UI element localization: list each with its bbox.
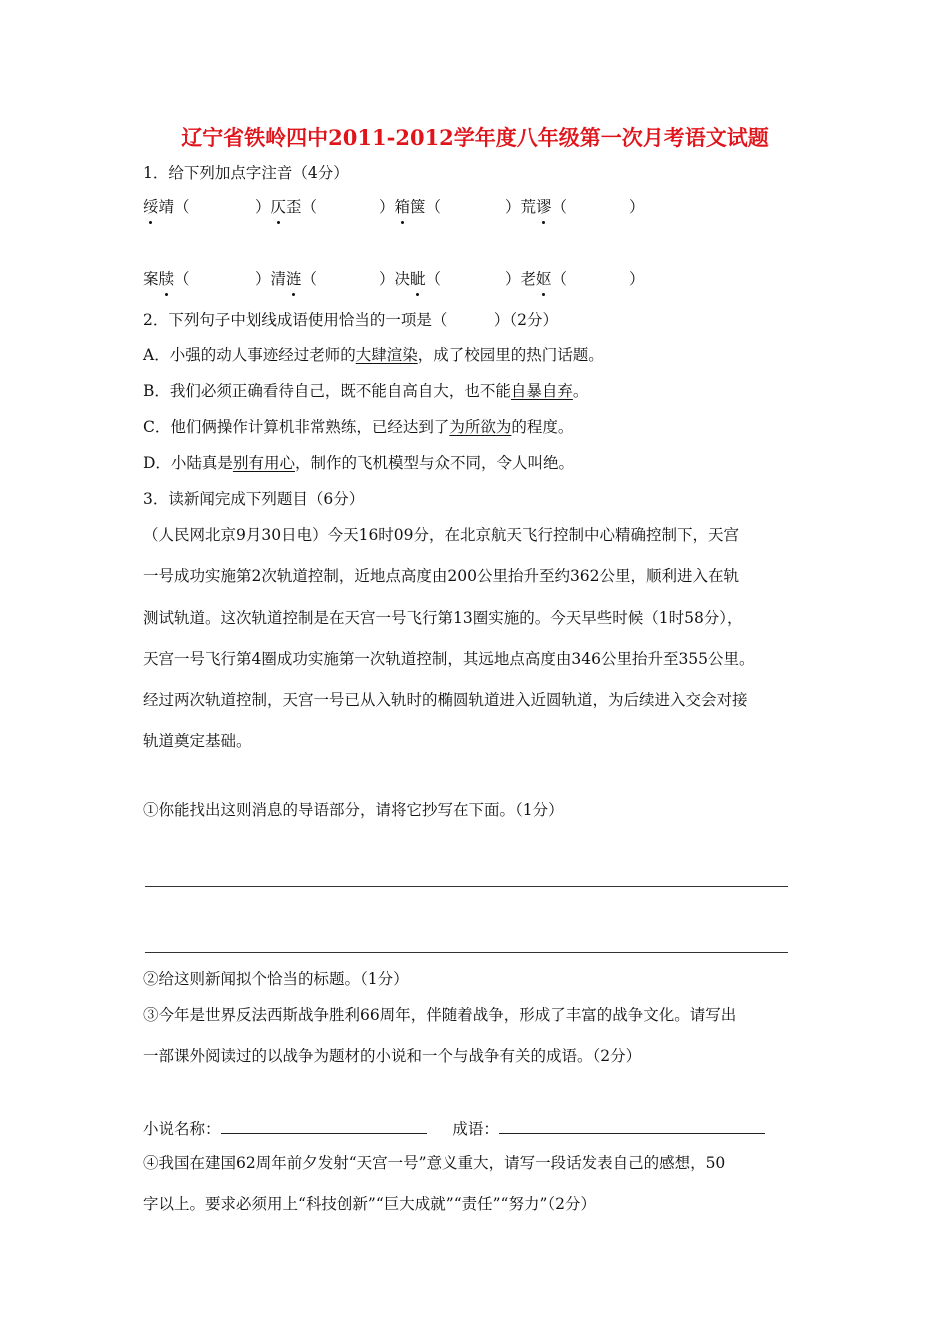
answer-fields — [143, 1117, 765, 1139]
q3-sub4-line: 字以上。要求必须用上“科技创新”“巨大成就”“责任”“努力”（2分） — [143, 1195, 597, 1213]
q2-option-c: C．他们俩操作计算机非常熟练，已经达到了为所欲为的程度。 — [143, 418, 574, 436]
pinyin-item: ）箱箧（ — [379, 198, 442, 216]
q3-sub2: ②给这则新闻拟个恰当的标题。（1分） — [143, 970, 409, 988]
underlined-idiom: 为所欲为 — [449, 418, 512, 436]
pinyin-item: ）荒谬（ — [505, 198, 568, 216]
answer-line[interactable] — [145, 952, 788, 953]
q3-sub4-line: ④我国在建国62周年前夕发射“天宫一号”意义重大，请写一段话发表自己的感想，50 — [143, 1154, 726, 1172]
pinyin-item-end: ） — [629, 270, 645, 288]
news-line: 测试轨道。这次轨道控制是在天宫一号飞行第13圈实施的。今天早些时候（1时58分）， — [143, 609, 743, 627]
pinyin-item: ）清涟（ — [255, 270, 318, 288]
news-line: 经过两次轨道控制，天宫一号已从入轨时的椭圆轨道进入近圆轨道，为后续进入交会对接 — [143, 691, 748, 709]
q2-stem: 2．下列句子中划线成语使用恰当的一项是（ ）（2分） — [143, 311, 558, 329]
q3-sub1: ①你能找出这则消息的导语部分，请将它抄写在下面。（1分） — [143, 801, 564, 819]
pinyin-item: ）仄歪（ — [255, 198, 318, 216]
idiom-label: 成语： — [452, 1120, 499, 1138]
pinyin-item-end: ） — [629, 198, 645, 216]
underlined-idiom: 别有用心 — [232, 454, 295, 472]
page-title: 辽宁省铁岭四中2011-2012学年度八年级第一次月考语文试题 — [181, 125, 769, 150]
idiom-blank[interactable] — [499, 1117, 765, 1134]
news-line: 轨道奠定基础。 — [143, 732, 252, 750]
pinyin-item: 案牍（ — [143, 270, 190, 288]
news-line: 天宫一号飞行第4圈成功实施第一次轨道控制，其远地点高度由346公里抬升至355公里。 — [143, 650, 755, 668]
q3-stem: 3．读新闻完成下列题目（6分） — [143, 490, 365, 508]
q1-stem: 1．给下列加点字注音（4分） — [143, 164, 349, 182]
novel-blank[interactable] — [221, 1117, 427, 1134]
q2-option-b: B．我们必须正确看待自己，既不能自高自大，也不能自暴自弃。 — [143, 382, 589, 400]
q2-option-a: A．小强的动人事迹经过老师的大肆渲染，成了校园里的热门话题。 — [143, 346, 604, 364]
pinyin-item: ）决眦（ — [379, 270, 442, 288]
novel-label: 小说名称： — [143, 1120, 221, 1138]
news-line: 一号成功实施第2次轨道控制，近地点高度由200公里抬升至约362公里，顺利进入在轨 — [143, 567, 740, 585]
pinyin-item: 绥靖（ — [143, 198, 190, 216]
pinyin-item: ）老妪（ — [505, 270, 568, 288]
news-line: （人民网北京9月30日电）今天16时09分，在北京航天飞行控制中心精确控制下，天宫 — [143, 526, 740, 544]
underlined-idiom: 大肆渲染 — [355, 346, 418, 364]
q3-sub3-line: 一部课外阅读过的以战争为题材的小说和一个与战争有关的成语。（2分） — [143, 1047, 642, 1065]
q2-option-d: D．小陆真是别有用心，制作的飞机模型与众不同，令人叫绝。 — [143, 454, 574, 472]
answer-line[interactable] — [145, 886, 788, 887]
underlined-idiom: 自暴自弃 — [510, 382, 573, 400]
q3-sub3-line: ③今年是世界反法西斯战争胜利66周年，伴随着战争，形成了丰富的战争文化。请写出 — [143, 1006, 737, 1024]
